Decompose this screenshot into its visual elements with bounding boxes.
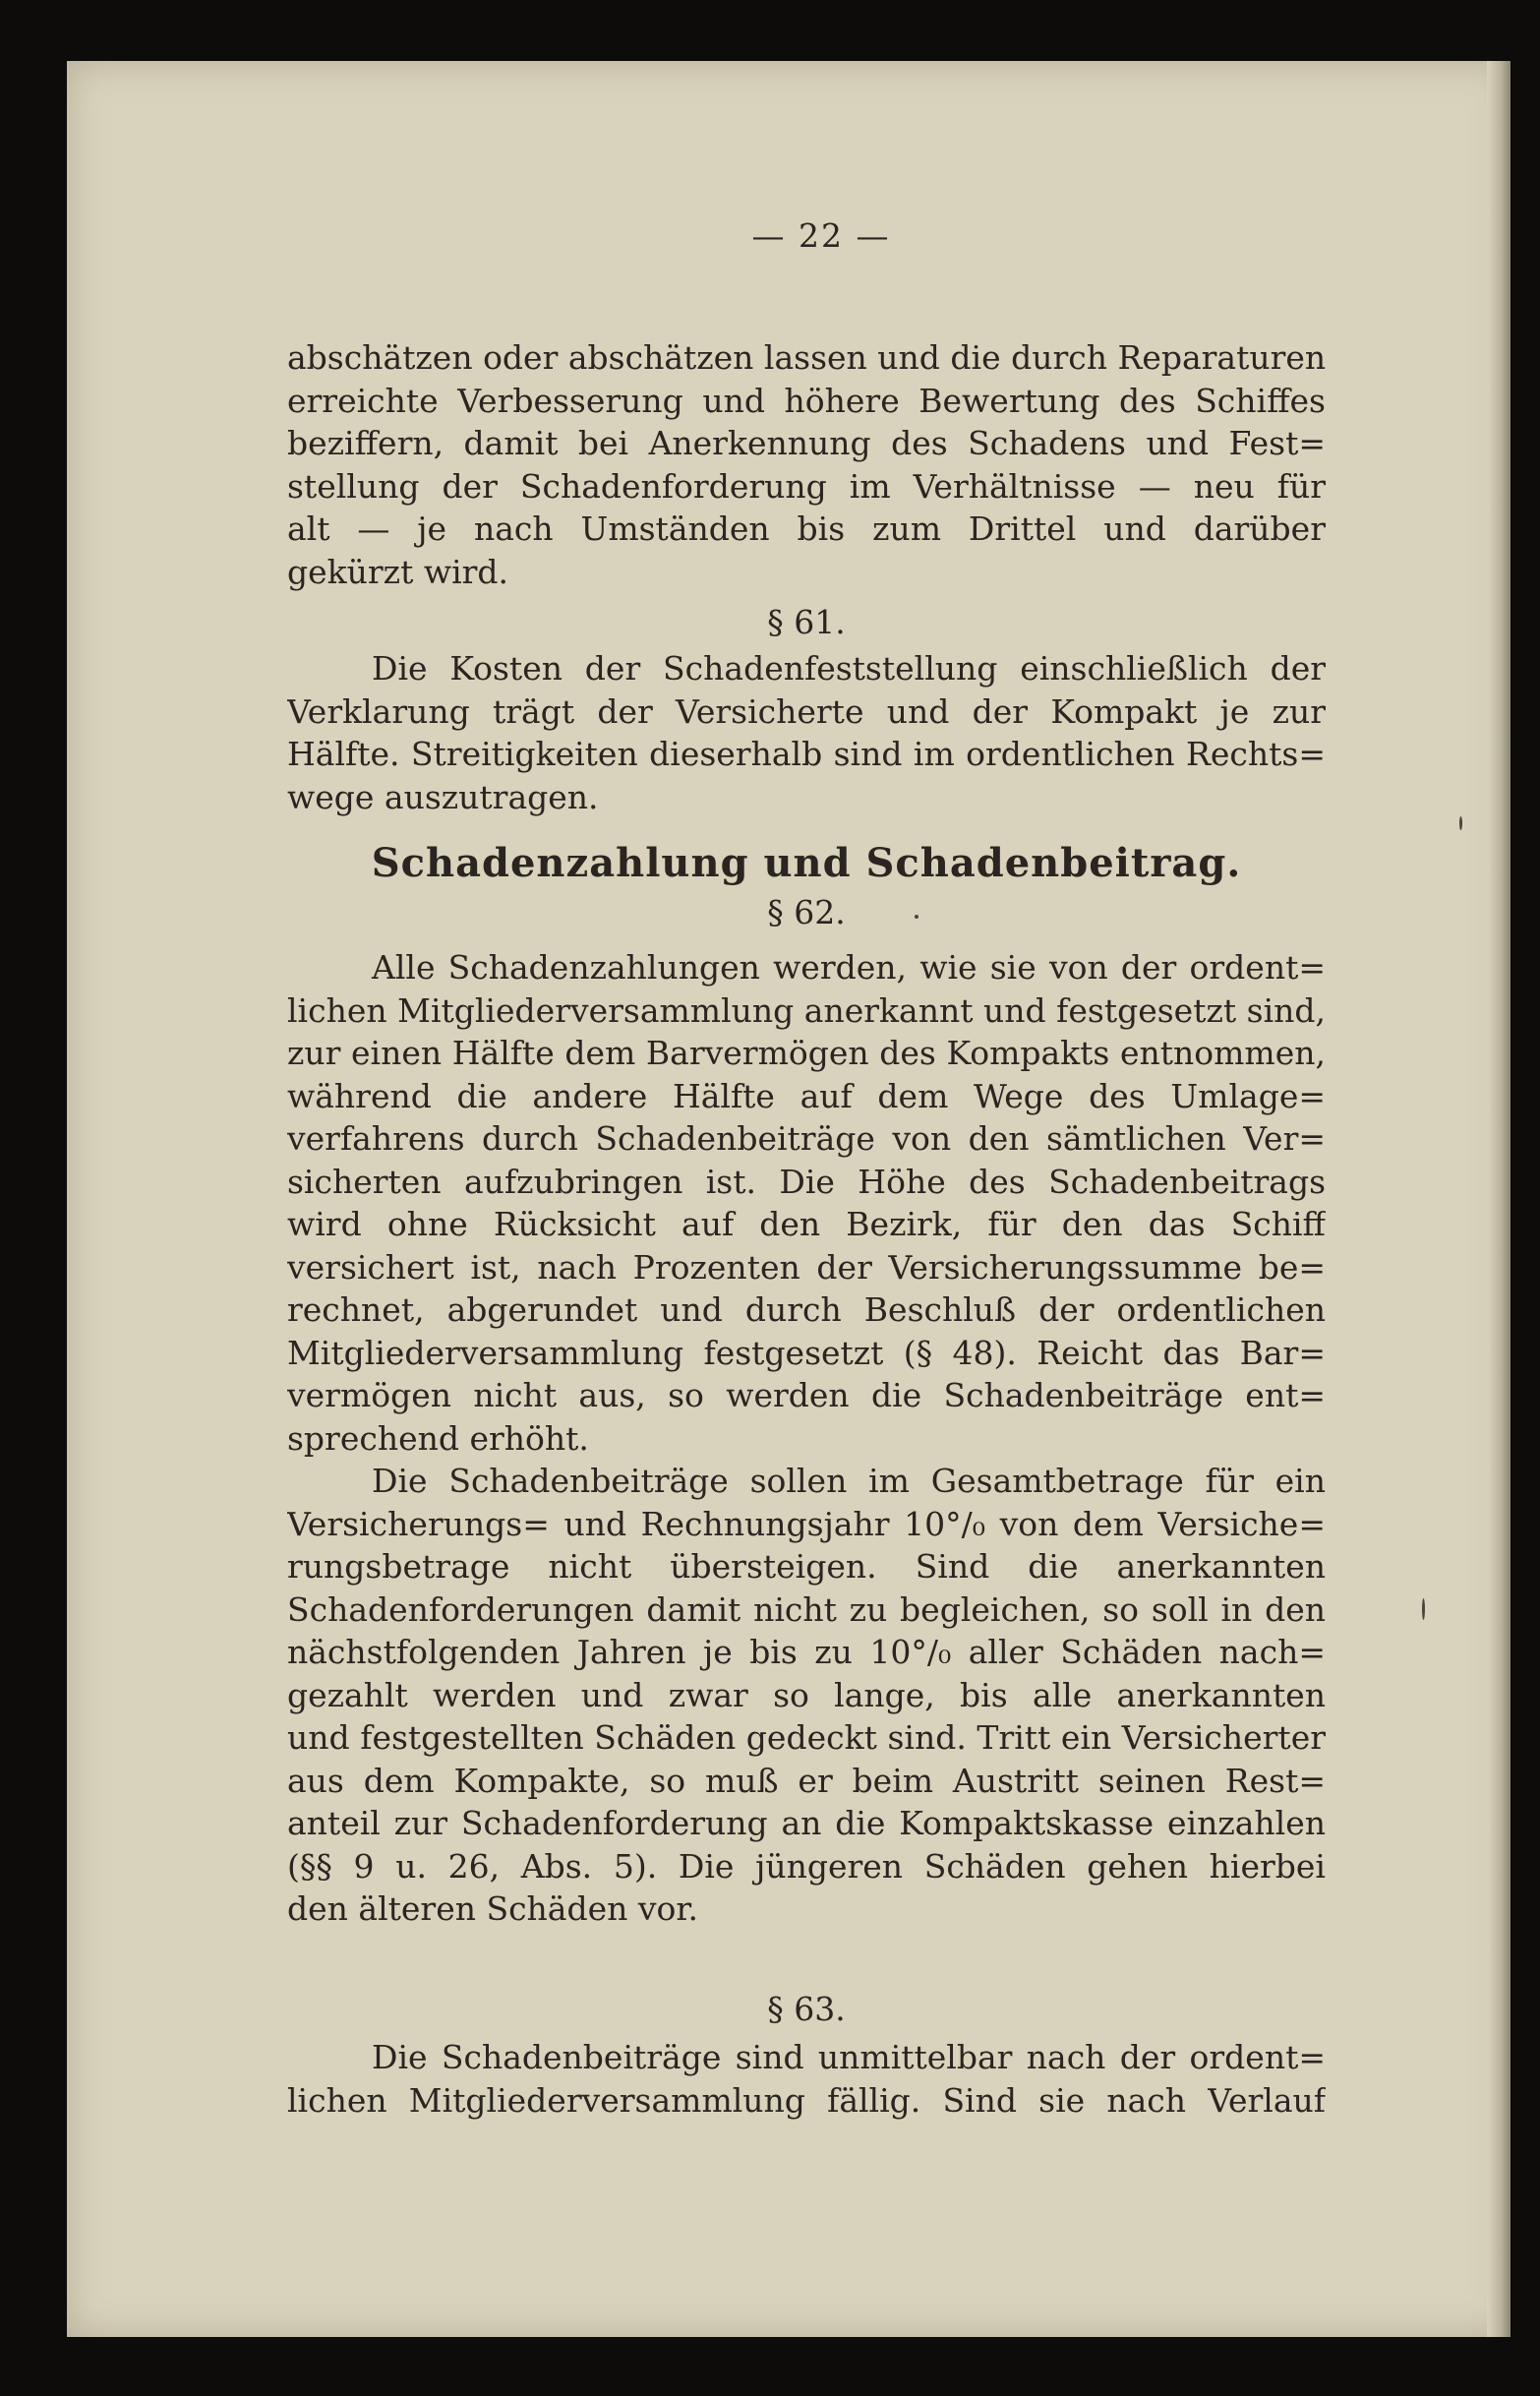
text-line: lichen Mitgliederversammlung anerkannt und festgesetzt sind, (287, 990, 1326, 1030)
text-line: aus dem Kompakte, so muß er beim Austritt seinen Rest= (287, 1761, 1326, 1800)
page-number: — 22 — (751, 216, 891, 255)
text-line: abschätzen oder abschätzen lassen und die durch Reparaturen (287, 338, 1326, 377)
text-line: erreichte Verbesserung und höhere Bewertung des Schiffes (287, 381, 1326, 420)
text-line: wege auszutragen. (287, 777, 599, 816)
text-line: sprechend erhöht. (287, 1418, 589, 1458)
text-line: Die Schadenbeiträge sollen im Gesamtbetrage für ein (372, 1462, 1326, 1500)
text-line: Alle Schadenzahlungen werden, wie sie von der ordent= (372, 948, 1326, 987)
text-line: nächstfolgenden Jahren je bis zu 10°/₀ aller Schäden nach= (287, 1633, 1326, 1671)
section-number-63: § 63. (767, 1990, 846, 2028)
page-edge (1487, 61, 1510, 2337)
text-line: verfahrens durch Schadenbeiträge von den sämtlichen Ver= (287, 1119, 1326, 1158)
text-line: zur einen Hälfte dem Barvermögen des Kompakts entnommen, (287, 1034, 1326, 1072)
text-line: rungsbetrage nicht übersteigen. Sind die anerkannten (287, 1547, 1326, 1586)
text-line: den älteren Schäden vor. (287, 1889, 699, 1928)
text-line: vermögen nicht aus, so werden die Schadenbeiträge ent= (287, 1376, 1326, 1414)
text-line: wird ohne Rücksicht auf den Bezirk, für den das Schiff (287, 1205, 1326, 1243)
text-line: alt — je nach Umständen bis zum Drittel und darüber (287, 509, 1326, 548)
paragraph-3 (287, 946, 1326, 1460)
text-line: stellung der Schadenforderung im Verhältnisse — neu für (287, 466, 1326, 506)
paragraph-5 (287, 2036, 1326, 2122)
paper-speck (1422, 1598, 1425, 1620)
text-line: gekürzt wird. (287, 552, 509, 591)
text-line: Mitgliederversammlung festgesetzt (§ 48). Reicht das Bar= (287, 1333, 1326, 1372)
text-line: versichert ist, nach Prozenten der Versicherungssumme be= (287, 1247, 1326, 1287)
text-line: Hälfte. Streitigkeiten dieserhalb sind im ordentlichen Rechts= (287, 735, 1326, 773)
text-line: sicherten aufzubringen ist. Die Höhe des Schadenbeitrags (287, 1162, 1326, 1201)
text-line: anteil zur Schadenforderung an die Kompaktskasse einzahlen (287, 1804, 1326, 1842)
section-number-62: § 62. (767, 893, 846, 931)
text-line: Die Schadenbeiträge sind unmittelbar nach der ordent= (372, 2038, 1326, 2076)
text-line: gezahlt werden und zwar so lange, bis alle anerkannten (287, 1675, 1326, 1714)
text-line: lichen Mitgliederversammlung fällig. Sind sie nach Verlauf (287, 2080, 1326, 2120)
text-line: und festgestellten Schäden gedeckt sind. Tritt ein Versicherter (287, 1718, 1326, 1757)
text-line: rechnet, abgerundet und durch Beschluß der ordentlichen (287, 1290, 1326, 1329)
text-line: während die andere Hälfte auf dem Wege des Umlage= (287, 1076, 1326, 1115)
paragraph-2 (287, 647, 1326, 818)
text-line: Schadenforderungen damit nicht zu begleichen, so soll in den (287, 1589, 1326, 1629)
text-line: Die Kosten der Schadenfeststellung einschließlich der (372, 649, 1326, 688)
paragraph-4 (287, 1460, 1326, 1931)
paper-speck (915, 915, 918, 919)
text-line: Verklarung trägt der Versicherte und der Kompakt je zur (287, 691, 1326, 731)
text-line: beziffern, damit bei Anerkennung des Schadens und Fest= (287, 424, 1326, 462)
paragraph-1 (287, 336, 1326, 593)
paper-speck (1459, 816, 1462, 830)
text-line: (§§ 9 u. 26, Abs. 5). Die jüngeren Schäden gehen hierbei (287, 1846, 1326, 1886)
section-heading: Schadenzahlung und Schadenbeitrag. (371, 840, 1242, 886)
section-number-61: § 61. (767, 603, 846, 641)
text-line: Versicherungs= und Rechnungsjahr 10°/₀ von dem Versiche= (287, 1504, 1326, 1543)
